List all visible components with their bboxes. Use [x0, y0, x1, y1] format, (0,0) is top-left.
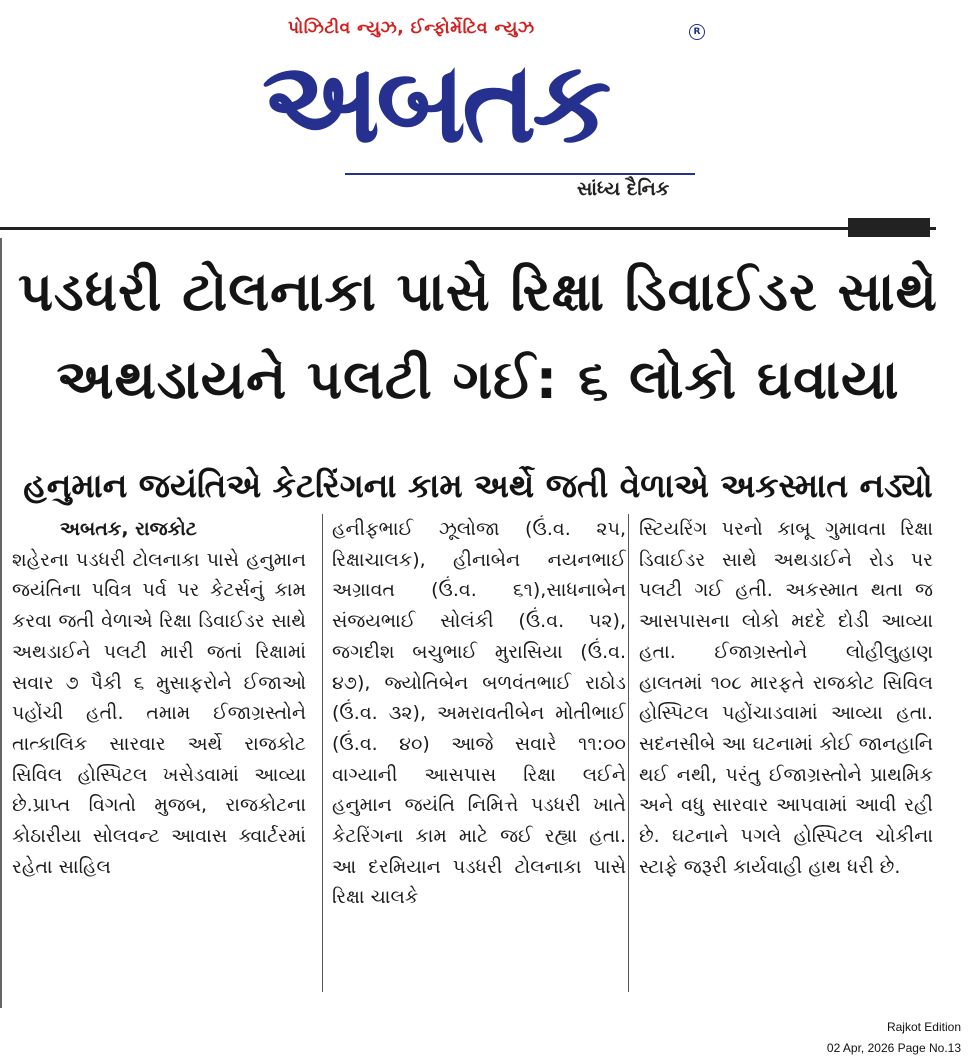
left-border-rule — [0, 238, 2, 1008]
article-column-3 — [639, 514, 933, 1004]
column-2-text: હનીફભાઈ ઝૂલોજા (ઉં.વ. ૨૫, રિક્ષાચાલક), હીનાબેન નયનભાઈ અગ્રાવત (ઉં.વ. ૬૧),સાધનાબેન સંજયભાઈ સોલંકી (ઉં.વ. ૫૨), જગદીશ બચુભાઈ મુરાસિયા (ઉં.વ. ૪૭), જ્યોતિબેન બળવંતભાઈ રાઠોડ (ઉં.વ. ૩૨), અમરાવતીબેન મોતીભાઈ (ઉં.વ. ૪૦) આજે સવારે ૧૧:૦૦ વાગ્યાની આસપાસ રિક્ષા લઈને હનુમાન જયંતિ નિમિત્તે પડધરી ખાતે કેટરિંગના કામ માટે જઈ રહ્યા હતા. આ દરમિયાન પડધરી ટોલનાકા પાસે રિક્ષા ચાલકે — [332, 518, 626, 909]
masthead-subtitle: સાંધ્ય દૈનિક — [577, 178, 670, 200]
masthead-tagline: પોઝિટીવ ન્યુઝ, ઈન્ફોર્મેટિવ ન્યુઝ — [288, 18, 535, 38]
headline-line-2: અથડાયને પલટી ગઈ: ૬ લોકો ઘવાયા — [56, 348, 900, 411]
registered-mark-icon: R — [689, 24, 705, 40]
header-rule — [0, 227, 936, 230]
article-subheadline: હનુમાન જયંતિએ કેટરિંગના કામ અર્થે જતી વેળાએ અકસ્માત નડ્યો — [23, 466, 933, 505]
column-divider — [322, 514, 323, 992]
column-1-text: શહેરના પડધરી ટોલનાકા પાસે હનુમાન જયંતિના પવિત્ર પર્વ પર કેટર્સનું કામ કરવા જતી વેળાએ રિક્ષા ડિવાઈડર સાથે અથડાઈને પલટી મારી જતાં રિક્ષામાં સવાર ૭ પૈકી ૬ મુસાફરોને ઈજાઓ પહોંચી હતી. તમામ ઈજાગ્રસ્તોને તાત્કાલિક સારવાર અર્થે રાજકોટ સિવિલ હોસ્પિટલ ખસેડવામાં આવ્યા છે.પ્રાપ્ત વિગતો મુજબ, રાજકોટના કોઠારીયા સોલવન્ટ આવાસ ક્વાર્ટરમાં રહેતા સાહિલ — [12, 548, 306, 878]
section-tab-marker — [848, 218, 930, 237]
column-3-text: સ્ટિયરિંગ પરનો કાબૂ ગુમાવતા રિક્ષા ડિવાઈડર સાથે અથડાઈને રોડ પર પલટી ગઈ હતી. અકસ્માત થતા જ આસપાસના લોકો મદદે દોડી આવ્યા હતા. ઈજાગ્રસ્તોને લોહીલુહાણ હાલતમાં ૧૦૮ મારફતે રાજકોટ સિવિલ હોસ્પિટલ પહોંચાડવામાં આવ્યા હતા. સદનસીબે આ ઘટનામાં કોઈ જાનહાનિ થઈ નથી, પરંતુ ઈજાગ્રસ્તોને પ્રાથમિક અને વધુ સારવાર આપવામાં આવી રહી છે. ઘટનાને પગલે હોસ્પિટલ ચોકીના સ્ટાફે જરૂરી કાર્યવાહી હાથ ધરી છે. — [639, 518, 933, 878]
article-body — [12, 514, 942, 1004]
date-page-label: 02 Apr, 2026 Page No.13 — [826, 1041, 961, 1055]
newspaper-logo: અબતક — [262, 38, 608, 168]
column-divider — [628, 514, 629, 992]
article-column-2 — [332, 514, 626, 1004]
article-headline — [6, 248, 950, 424]
headline-line-1: પડધરી ટોલનાકા પાસે રિક્ષા ડિવાઈડર સાથે — [18, 260, 938, 323]
article-column-1 — [12, 514, 306, 1004]
edition-label: Rajkot Edition — [886, 1020, 961, 1034]
logo-underline — [345, 173, 695, 175]
masthead — [0, 0, 969, 235]
article-dateline: અબતક, રાજકોટ — [60, 518, 197, 540]
